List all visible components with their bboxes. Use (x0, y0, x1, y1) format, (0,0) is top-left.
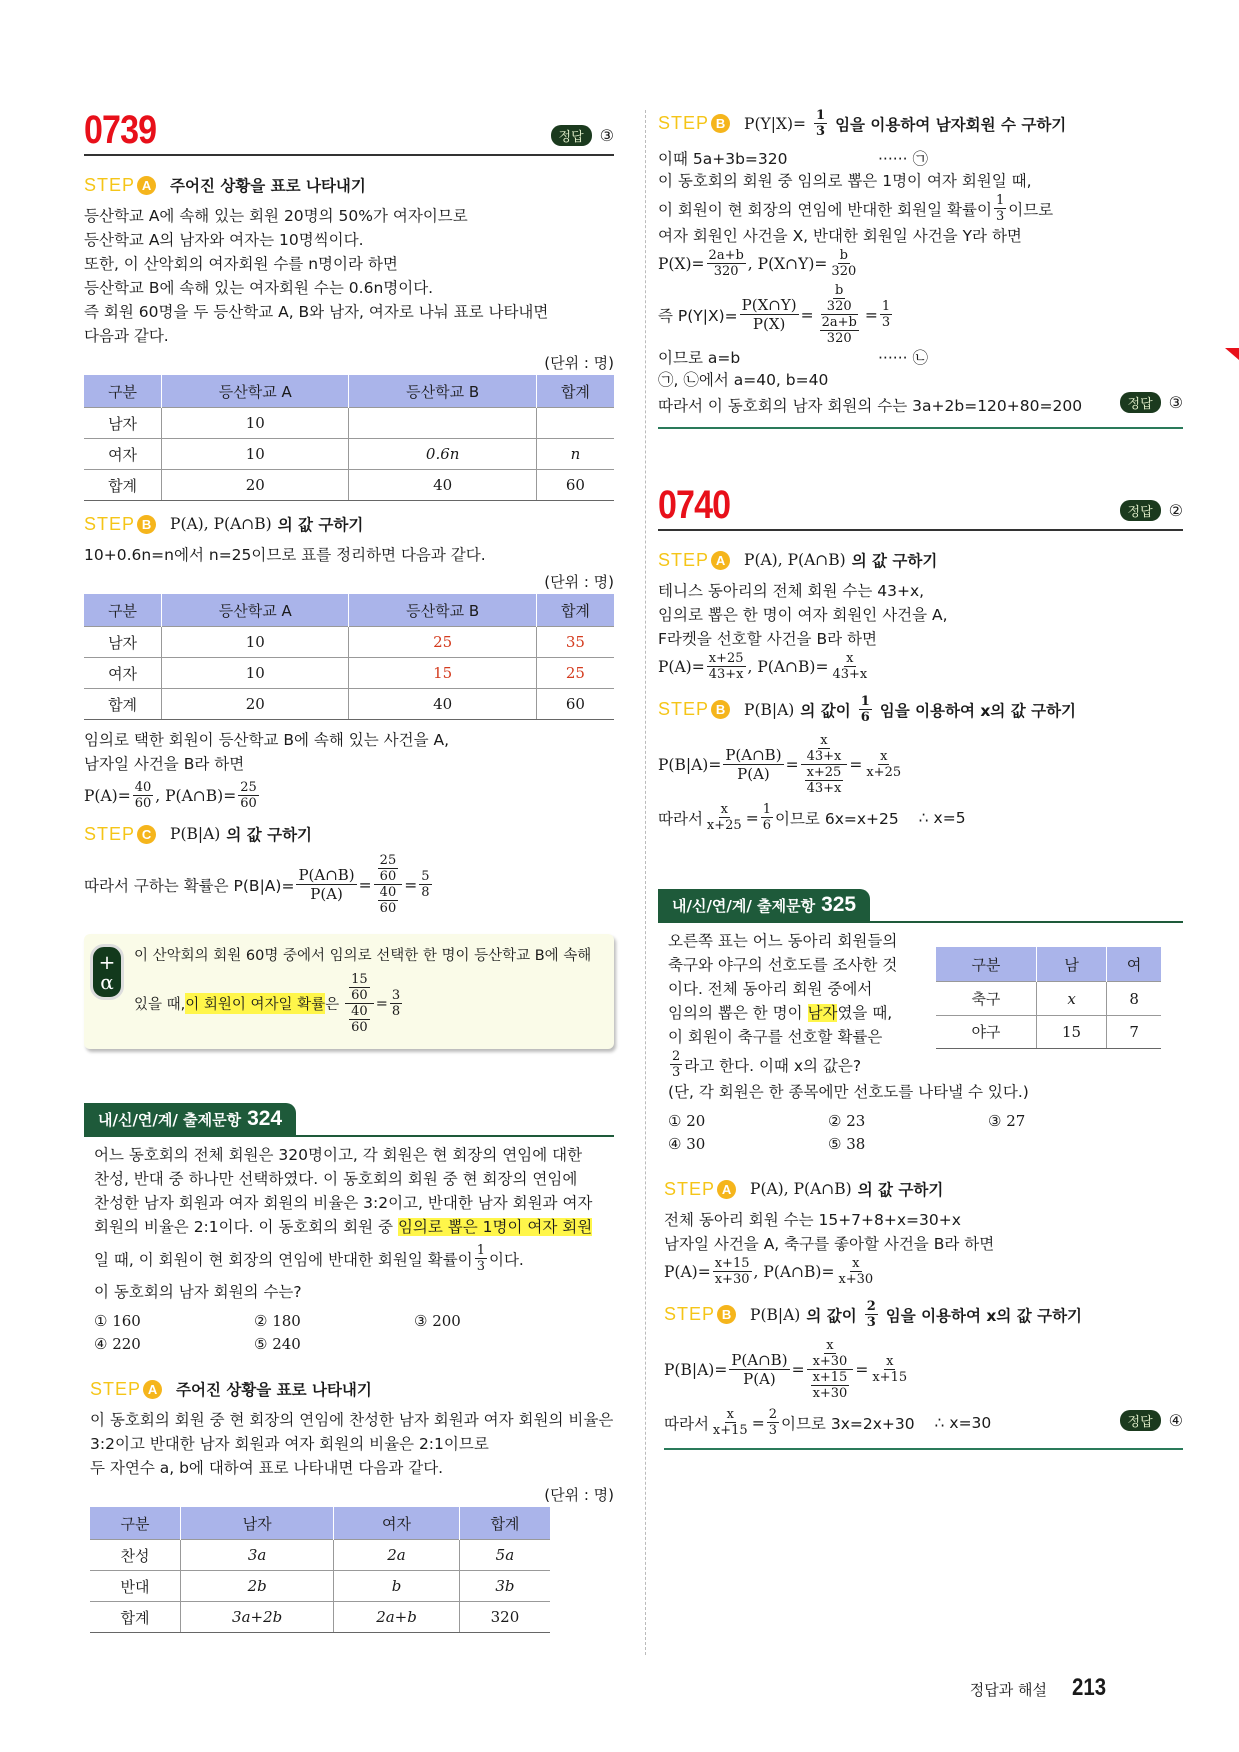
column-divider (645, 110, 646, 1655)
answer (551, 125, 614, 146)
formula-line: 따라서 구하는 확률은 P(B|A)= $\frac{P(A\cap B)}{P(A)}$ = $\frac{\frac{25}{60}}{\frac{40}{60}}$ = $\frac{5}{8}$ (84, 853, 430, 916)
formula-line: P(A)= $\frac{x+15}{x+30}$ , P(A∩B)= $\frac{x}{x+30}$ (664, 1256, 874, 1287)
answer-badge: 정답 (1120, 1410, 1161, 1431)
step-letter-icon: A (711, 551, 730, 570)
choice: ③ 27 (988, 1112, 1026, 1130)
section-end-rule (664, 1448, 1183, 1450)
right-column: STEP B P(Y|X)= $\frac{1}{3}$ 임을 이용하여 남자회원 수 구하기 이때 5a+3b=320 ······ ㉠ 이 동호회의 회원 중 임의로 뽑은 1명이 여자 회원일 때, 이 회원이 현 회장의 연임에 반대한 회원일 확률이 $\frac{1}{3}$ 이므로 여자 회원인 사건을 X, 반대한 회원일 사건을 Y라 하면 P(X)= $\frac{2a+b}{320}$ , P(X∩Y)= $\frac{b}{320}$ 즉 P(Y|X)= $\frac{P(X\cap Y)}{P(X)}$ = $\frac{\frac{b}{320}}{\frac{2a+b}{320}}$ = $\frac{1}{3}$ 이므로 a=b ······ ㉡ ㉠, ㉡에서 a=40, b=40 따라서 이 동호회의 남자 회원의 수는 3a+2b=120+80=200 정답 ③ 0740 정답 ② STEP A P(A), P(A∩B) 의 값 구하기 테니스 동아리의 전체 회원 수는 43+x, 임의로 뽑은 한 명이 여자 회원인 사건을 A, F라켓을 선호할 사건을 B라 하면 P(A)= $\frac{x+25}{43+x}$ , P(A∩B)= $\frac{x}{43+x}$ STEP B P(B|A) 의 값이 $\frac{1}{6}$ 임을 이용하여 x의 값 구하기 P(B|A)= $\frac{P(A\cap B)}{P(A)}$ = $\frac{\frac{x}{43+x}}{\frac{x+25}{43+x}}$ = $\frac{x}{x+25}$ 따라서 $\frac{x}{x+25}$ = $\frac{1}{6}$ 이므로 6x=x+25 ∴ x=5 내/신/연/계/ 출제문항 325 오른쪽 표는 어느 동아리 회원들의 축구와 야구의 선호도를 조사한 것 이다. 전체 동아리 회원 중에서 임의의 뽑은 한 명이 남자였을 때, 이 회원이 축구를 선호할 확률은 구분 남 여 축구 x 8 야구 15 7 $\frac{2}{3}$ 라고 한다. 이때 x의 값은? (단, 각 회원은 한 종목에만 선호도를 나타낼 수 있다.) ① 20 ② 23 ③ 27 ④ 30 ⑤ 38 STEP A P(A), P(A∩B) 의 값 구하기 전체 동아리 회원 수는 15+7+8+x=30+x 남자일 사건을 A, 축구를 좋아할 사건을 B라 하면 P(A)= $\frac{x+15}{x+30}$ , P(A∩B)= $\frac{x}{x+30}$ STEP B P(B|A) 의 값이 $\frac{2}{3}$ 임을 이용하여 x의 값 구하기 P(B|A)= $\frac{P(A\cap B)}{P(A)}$ = $\frac{\frac{x}{x+30}}{\frac{x+15}{x+30}}$ = $\frac{x}{x+15}$ 따라서 $\frac{x}{x+15}$ = $\frac{2}{3}$ 이므로 3x=2x+30 ∴ x=30 정답 ④ (658, 108, 1183, 1450)
step-letter-icon: B (137, 515, 156, 534)
step-b-heading: STEP B P(B|A) 의 값이 $\frac{2}{3}$ 임을 이용하여 x의 값 구하기 (664, 1299, 1083, 1330)
step-a-heading: STEP A P(A), P(A∩B) 의 값 구하기 (658, 549, 938, 570)
problem-0740-header: 0740 정답 ② (658, 485, 1183, 531)
choice: ⑤ 240 (254, 1335, 301, 1353)
page-footer (970, 1674, 1109, 1702)
step-a-heading: STEP A 주어진 상황을 표로 나타내기 (84, 174, 366, 195)
naeshin-324-header: 내/신/연/계/ 출제문항 324 (84, 1103, 614, 1137)
text-line: 또한, 이 산악회의 여자회원 수를 n명이라 하면 (84, 255, 398, 273)
formula-line: 따라서 $\frac{x}{x+25}$ = $\frac{1}{6}$ 이므로 6x=x+25 ∴ x=5 (658, 802, 966, 833)
choice: ③ 200 (414, 1312, 461, 1330)
table-row: 남자 10 (84, 408, 614, 439)
step-letter-icon: B (717, 1305, 736, 1324)
naeshin-325-header: 내/신/연/계/ 출제문항 325 (658, 889, 1183, 923)
step-b-heading: STEP B P(B|A) 의 값이 $\frac{1}{6}$ 임을 이용하여 x의 값 구하기 (658, 694, 1077, 725)
answer-badge: 정답 (1120, 392, 1161, 413)
formula-line: P(A)= $\frac{x+25}{43+x}$ , P(A∩B)= $\frac{x}{43+x}$ (658, 651, 868, 682)
answer-value: ③ (599, 126, 614, 145)
choice: ⑤ 38 (828, 1135, 866, 1153)
page-edge-marker (1225, 348, 1239, 360)
unit-label: (단위 : 명) (544, 573, 614, 591)
table-row: 남자 10 25 35 (84, 627, 614, 658)
unit-label: (단위 : 명) (544, 1486, 614, 1504)
step-c-heading: STEP C P(B|A) 의 값 구하기 (84, 823, 313, 844)
answer-badge: 정답 (551, 125, 592, 146)
step-a-heading: STEP A P(A), P(A∩B) 의 값 구하기 (664, 1178, 944, 1199)
step-letter-icon: A (717, 1180, 736, 1199)
choice: ④ 220 (94, 1335, 141, 1353)
step-letter-icon: A (143, 1380, 162, 1399)
problem-0739-header (84, 110, 614, 156)
left-column: 0739 정답 ③ STEP A 주어진 상황을 표로 나타내기 등산학교 A에 속해 있는 회원 20명의 50%가 여자이므로 등산학교 A의 남자와 여자는 10명씩이다. 또한, 이 산악회의 여자회원 수를 n명이라 하면 등산학교 B에 속해 있는 여자회원 수는 0.6n명이다. 즉 회원 60명을 두 등산학교 A, B와 남자, 여자로 나눠 표로 나타내면 다음과 같다. (단위 : 명) 구분 등산학교 A 등산학교 B 합계 남자 10 여자 10 0.6n n 합계 20 40 60 STEP B P(A), P(A∩B) 의 값 구하기 10+0.6n=n에서 n=25이므로 표를 정리하면 다음과 같다. (단위 : 명) 구분 등산학교 A 등산학교 B 합계 남자 10 25 35 여자 10 15 25 합계 20 40 60 임의로 택한 회원이 등산학교 B에 속해 있는 사건을 A, 남자일 사건을 B라 하면 P(A)= $\frac{40}{60}$ , P(A∩B)= $\frac{25}{60}$ STEP C P(B|A) 의 값 구하기 따라서 구하는 확률은 P(B|A)= $\frac{P(A\cap B)}{P(A)}$ = $\frac{\frac{25}{60}}{\frac{40}{60}}$ = $\frac{5}{8}$ + α 이 산악회의 회원 60명 중에서 임의로 선택한 한 명이 등산학교 B에 속해 있을 때, 이 회원이 여자일 확률 은 $\frac{\frac{15}{60}}{\frac{40}{60}}$ = $\frac{3}{8}$ 내/신/연/계/ 출제문항 324 어느 동호회의 전체 회원은 320명이고, 각 회원은 현 회장의 연임에 대한 찬성, 반대 중 하나만 선택하였다. 이 동호회의 회원 중 현 회장의 연임에 찬성한 남자 회원과 여자 회원의 비율은 3:2이고, 반대한 남자 회원과 여자 회원의 비율은 2:1이다. 이 동호회의 회원 중 임의로 뽑은 1명이 여자 회원 일 때, 이 회원이 현 회장의 연임에 반대한 회원일 확률이 $\frac{1}{3}$ 이다. 이 동호회의 남자 회원의 수는? ① 160 ② 180 ③ 200 ④ 220 ⑤ 240 STEP A 주어진 상황을 표로 나타내기 이 동호회의 회원 중 현 회장의 연임에 찬성한 남자 회원과 여자 회원의 비율은 3:2이고 반대한 남자 회원과 여자 회원의 비율은 2:1이므로 두 자연수 a, b에 대하여 표로 나타내면 다음과 같다. (단위 : 명) 구분 남자 여자 합계 찬성 3a 2a 5a 반대 2b b 3b 합계 3a+2b 2a+b 320 (84, 110, 614, 1633)
table-row: 합계 3a+2b 2a+b 320 (90, 1602, 550, 1633)
highlight: 남자 (807, 1004, 838, 1022)
table-row: 반대 2b b 3b (90, 1571, 550, 1602)
naeshin-324-body: 어느 동호회의 전체 회원은 320명이고, 각 회원은 현 회장의 연임에 대한 찬성, 반대 중 하나만 선택하였다. 이 동호회의 회원 중 현 회장의 연임에 찬성한 남자 회원과 여자 회원의 비율은 3:2이고, 반대한 남자 회원과 여자 회원의 비율은 2:1이다. 이 동호회의 회원 중 임의로 뽑은 1명이 여자 회원 일 때, 이 회원이 현 회장의 연임에 반대한 회원일 확률이 $\frac{1}{3}$ 이다. 이 동호회의 남자 회원의 수는? ① 160 ② 180 ③ 200 ④ 220 ⑤ 240 (84, 1143, 614, 1356)
text-line: 임의로 택한 회원이 등산학교 B에 속해 있는 사건을 A, (84, 731, 450, 749)
tip-box: + α 이 산악회의 회원 60명 중에서 임의로 선택한 한 명이 등산학교 B에 속해 있을 때, 이 회원이 여자일 확률 은 $\frac{\frac{15}{60}}{\frac{40}{60}}$ = $\frac{3}{8}$ (84, 934, 614, 1049)
page-number: 213 (1071, 1674, 1106, 1701)
answer-choices (668, 1110, 1183, 1156)
text-line: 등산학교 A의 남자와 여자는 10명씩이다. (84, 231, 364, 249)
data-table: 구분 남자 여자 합계 찬성 3a 2a 5a 반대 2b b 3b 합계 3a+2b 2a+b 320 (90, 1507, 550, 1633)
text-line: 즉 회원 60명을 두 등산학교 A, B와 남자, 여자로 나눠 표로 나타내면 (84, 303, 549, 321)
table-row: 합계 20 40 60 (84, 470, 614, 501)
choice: ② 23 (828, 1112, 866, 1130)
formula-line: P(X)= $\frac{2a+b}{320}$ , P(X∩Y)= $\frac{b}{320}$ (658, 248, 857, 279)
formula-line: 즉 P(Y|X)= $\frac{P(X\cap Y)}{P(X)}$ = $\frac{\frac{b}{320}}{\frac{2a+b}{320}}$ = $\frac{1}{3}$ (658, 283, 891, 346)
plus-alpha-icon: + α (90, 944, 124, 1000)
table-row: 찬성 3a 2a 5a (90, 1540, 550, 1571)
step-b-heading: STEP B P(A), P(A∩B) 의 값 구하기 (84, 513, 364, 534)
section-end-rule (658, 427, 1183, 429)
choice: ② 180 (254, 1312, 301, 1330)
problem-number: 0740 (658, 483, 731, 527)
problem-number: 0739 (84, 108, 157, 152)
formula-line: P(B|A)= $\frac{P(A\cap B)}{P(A)}$ = $\frac{\frac{x}{43+x}}{\frac{x+25}{43+x}}$ = $\frac{x}{x+25}$ (658, 733, 902, 796)
text-line: 등산학교 B에 속해 있는 여자회원 수는 0.6n명이다. (84, 279, 434, 297)
formula-line: P(A)= $\frac{40}{60}$ , P(A∩B)= $\frac{25}{60}$ (84, 780, 257, 811)
step-letter-icon: B (711, 700, 730, 719)
table-row: 여자 10 15 25 (84, 658, 614, 689)
step-a-heading: STEP A 주어진 상황을 표로 나타내기 (90, 1378, 372, 1399)
step-b-heading: STEP B P(Y|X)= $\frac{1}{3}$ 임을 이용하여 남자회원 수 구하기 (658, 108, 1067, 139)
step-letter-icon: C (137, 825, 156, 844)
table-row: 합계 20 40 60 (84, 689, 614, 720)
choice: ① 160 (94, 1312, 141, 1330)
highlight: 임의로 뽑은 1명이 여자 회원 (397, 1218, 593, 1236)
data-table: 구분 등산학교 A 등산학교 B 합계 남자 10 여자 10 0.6n n 합계 20 40 60 (84, 375, 614, 501)
choice: ④ 30 (668, 1135, 706, 1153)
answer-choices (94, 1310, 614, 1356)
table-row: 여자 10 0.6n n (84, 439, 614, 470)
choice: ① 20 (668, 1112, 706, 1130)
text-line: 등산학교 A에 속해 있는 회원 20명의 50%가 여자이므로 (84, 207, 468, 225)
formula-line: P(B|A)= $\frac{P(A\cap B)}{P(A)}$ = $\frac{\frac{x}{x+30}}{\frac{x+15}{x+30}}$ = $\frac{x}{x+15}$ (664, 1338, 908, 1401)
unit-label: (단위 : 명) (544, 354, 614, 372)
highlight: 이 회원이 여자일 확률 (185, 993, 325, 1014)
answer-badge: 정답 (1120, 500, 1161, 521)
step-letter-icon: A (137, 176, 156, 195)
formula-line: 따라서 $\frac{x}{x+15}$ = $\frac{2}{3}$ 이므로 3x=2x+30 ∴ x=30 정답 ④ (664, 1407, 1183, 1438)
step-letter-icon: B (711, 114, 730, 133)
data-table: 구분 남 여 축구 x 8 야구 15 7 (936, 947, 1161, 1049)
text-line: 다음과 같다. (84, 327, 169, 345)
table-row: 야구 15 7 (936, 1015, 1161, 1048)
naeshin-325-body: 오른쪽 표는 어느 동아리 회원들의 축구와 야구의 선호도를 조사한 것 이다. 전체 동아리 회원 중에서 임의의 뽑은 한 명이 남자였을 때, 이 회원이 축구를 선호할 확률은 구분 남 여 축구 x 8 야구 15 7 (658, 929, 1183, 1049)
data-table: 구분 등산학교 A 등산학교 B 합계 남자 10 25 35 여자 10 15 25 합계 20 40 60 (84, 594, 614, 720)
text-line: 10+0.6n=n에서 n=25이므로 표를 정리하면 다음과 같다. (84, 546, 486, 564)
footer-label: 정답과 해설 (969, 1681, 1047, 1699)
text-line: 남자일 사건을 B라 하면 (84, 755, 245, 773)
table-row: 축구 x 8 (936, 982, 1161, 1015)
